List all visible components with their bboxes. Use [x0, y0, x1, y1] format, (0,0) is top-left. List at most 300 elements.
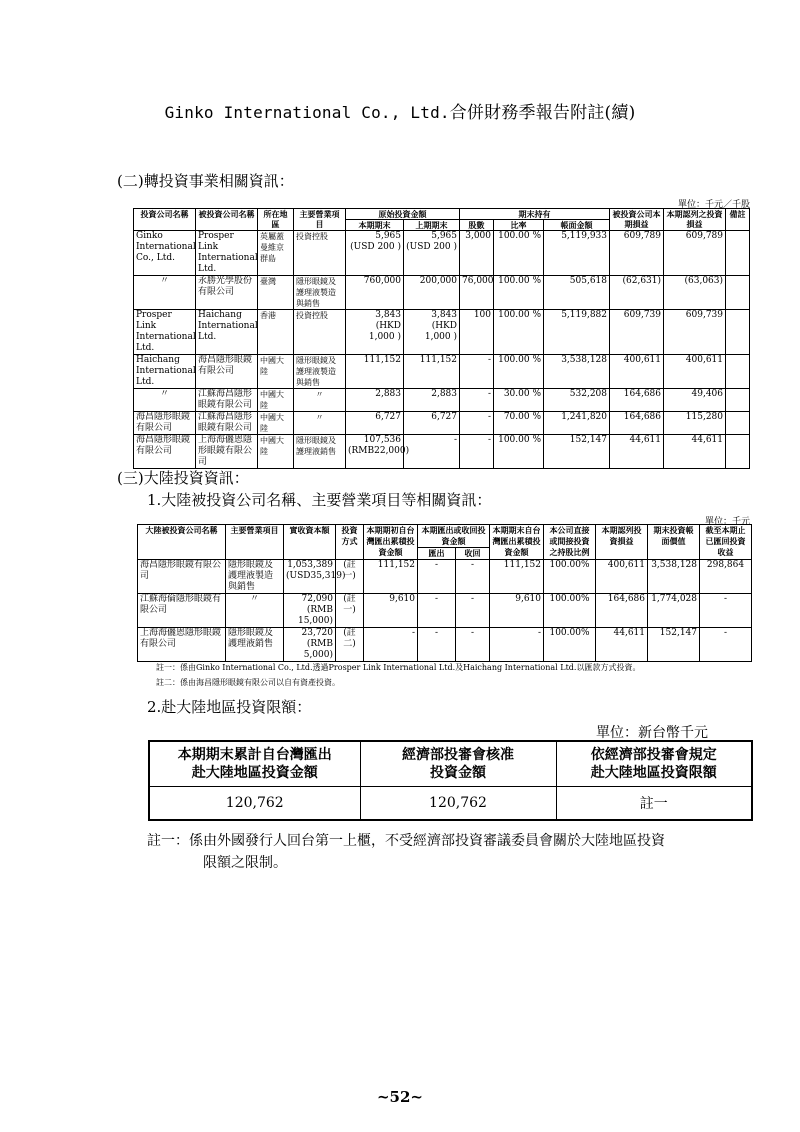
cell-region-text: 英屬蓋曼維京群島 — [260, 232, 284, 263]
cell-investor — [134, 231, 196, 276]
cell-repatriated — [700, 594, 752, 628]
cell-previous-amount — [404, 435, 460, 469]
header-book-value: 期末投資帳面價值 — [648, 525, 700, 560]
cell-recognized-pl-text: 609,789 — [685, 231, 724, 241]
cell-return-text: - — [470, 628, 475, 638]
cell-investee-pl-text: 164,686 — [623, 412, 662, 422]
cell-ratio — [494, 412, 544, 435]
cell-ratio-text: 100.00 % — [498, 355, 541, 365]
cell-book-value-text: 5,119,933 — [561, 231, 608, 241]
cell-company — [138, 560, 226, 594]
cell-method-text: (註一) — [343, 594, 356, 615]
cell-recognized-pl-text: 400,611 — [685, 355, 724, 365]
reinvestment-table — [133, 208, 750, 469]
note-1: 註一：係由Ginko International Co., Ltd.透過Prosper Link International Ltd.及Haichang International Ltd.以匯款方式投資。 — [156, 663, 641, 672]
cell-business — [294, 355, 346, 389]
cell-investor — [134, 276, 196, 310]
reinvestment-table-body — [134, 231, 750, 469]
cell-investee-pl — [610, 310, 664, 355]
cell-current-amount-currency: (HKD 1,000 ) — [368, 321, 401, 342]
cell-business — [294, 231, 346, 276]
header-region: 所在地區 — [258, 209, 294, 231]
cell-book-value-text: 152,147 — [659, 628, 697, 638]
cell-begin-amount-text: - — [411, 628, 415, 638]
cell-business-text: 隱形眼鏡及護理液銷售 — [296, 436, 336, 456]
cell-capital-currency: (RMB 5,000) — [303, 639, 333, 660]
cell-investor-text: 〃 — [159, 276, 169, 286]
header-recognized-pl: 本期認列之投資損益 — [664, 209, 726, 231]
cell-investee-pl-text: 164,686 — [623, 389, 662, 399]
header-book-value: 帳面金額 — [544, 220, 610, 231]
cell-current-amount-text: 2,883 — [375, 389, 401, 399]
cell-holding-ratio — [544, 560, 596, 594]
section-3-heading: (三)大陸投資資訊： — [117, 469, 249, 487]
section-2-heading: (二)轉投資事業相關資訊： — [117, 172, 294, 190]
cell-remark — [726, 231, 750, 276]
cell-end-amount — [490, 560, 544, 594]
header-business: 主要營業項目 — [226, 525, 284, 560]
cell-ratio-text: 30.00 % — [503, 389, 541, 399]
cell-holding-ratio-text: 100.00% — [549, 628, 590, 638]
cell-capital-text: 23,720 — [301, 628, 333, 638]
cell-investee-pl — [610, 276, 664, 310]
cell-previous-amount-text: 2,883 — [431, 389, 457, 399]
cell-region-text: 臺灣 — [260, 277, 276, 286]
cell-investee-pl-text: 400,611 — [623, 355, 662, 365]
cell-ratio — [494, 355, 544, 389]
cell-book-value-text: 5,119,882 — [561, 310, 608, 320]
cell-current-amount — [346, 310, 404, 355]
cell-current-amount — [346, 412, 404, 435]
cell-capital — [284, 594, 336, 628]
cell-current-amount-text: 6,727 — [375, 412, 401, 422]
cell-outflow-text: - — [434, 560, 439, 570]
cell-current-amount-currency: (RMB22,000) — [348, 446, 410, 456]
cell-region-text: 中國大陸 — [260, 436, 284, 456]
cell-shares — [460, 435, 494, 469]
header-investee: 被投資公司名稱 — [196, 209, 258, 231]
cell-book-value — [544, 276, 610, 310]
cell-holding-ratio — [544, 594, 596, 628]
cell-business-text: 〃 — [315, 390, 324, 399]
cell-investee-text: 海昌隱形眼鏡有限公司 — [198, 355, 253, 376]
cell-previous-amount — [404, 231, 460, 276]
table-row — [134, 276, 750, 310]
limit-header-3a: 依經濟部投審會規定 — [590, 747, 717, 763]
cell-investee-pl-text: 609,739 — [623, 310, 662, 320]
footnote — [147, 830, 757, 874]
cell-investor — [134, 389, 196, 412]
cell-book-value-text: 3,538,128 — [651, 560, 697, 570]
table-row — [138, 628, 752, 662]
limit-header-1b: 赴大陸地區投資金額 — [191, 765, 318, 781]
cell-recognized-pl — [596, 628, 648, 662]
cell-business — [294, 412, 346, 435]
cell-method-text: (註一) — [343, 560, 356, 581]
limit-value-3: 註一 — [556, 787, 752, 821]
header-repatriated: 截至本期止已匯回投資收益 — [700, 525, 752, 560]
cell-method-text: (註二) — [343, 628, 356, 649]
page-title — [0, 98, 800, 123]
cell-business — [294, 389, 346, 412]
cell-remark — [726, 355, 750, 389]
mainland-table-body — [138, 560, 752, 662]
cell-shares-text: 100 — [473, 310, 491, 320]
cell-previous-amount-text: 200,000 — [419, 276, 457, 286]
cell-shares-text: - — [487, 389, 491, 399]
cell-previous-amount — [404, 412, 460, 435]
cell-region-text: 香港 — [260, 311, 276, 320]
cell-business — [226, 560, 284, 594]
cell-business-text: 〃 — [315, 413, 324, 422]
cell-investor-text: 海昌隱形眼鏡有限公司 — [136, 435, 191, 456]
cell-recognized-pl-text: 164,686 — [607, 594, 645, 604]
cell-shares — [460, 231, 494, 276]
header-current-period: 本期期末 — [346, 220, 404, 231]
header-previous-period: 上期期末 — [404, 220, 460, 231]
cell-ratio — [494, 435, 544, 469]
header-begin-amount: 本期期初自台灣匯出累積投資金額 — [364, 525, 418, 560]
footnote-line-2: 限額之限制。 — [203, 855, 287, 871]
cell-investor-text: 〃 — [159, 389, 169, 399]
cell-book-value — [544, 310, 610, 355]
cell-ratio-text: 100.00 % — [498, 310, 541, 320]
cell-investee-pl-text: 44,611 — [629, 435, 662, 445]
cell-recognized-pl — [596, 560, 648, 594]
cell-region — [258, 231, 294, 276]
cell-ratio-text: 100.00 % — [498, 435, 541, 445]
limit-value-1: 120,762 — [149, 787, 360, 821]
cell-shares — [460, 310, 494, 355]
section-3-sub1: 1.大陸被投資公司名稱、主要營業項目等相關資訊： — [147, 491, 492, 509]
cell-company — [138, 594, 226, 628]
cell-shares-text: 3,000 — [465, 231, 491, 241]
limit-header-2b: 投資金額 — [430, 765, 486, 781]
cell-current-amount-text: 5,965 — [375, 231, 401, 241]
cell-book-value-text: 505,618 — [569, 276, 608, 286]
cell-capital-text: 72,090 — [301, 594, 333, 604]
cell-capital — [284, 628, 336, 662]
limit-header-2 — [360, 741, 556, 787]
header-original-investment: 原始投資金額 — [346, 209, 460, 220]
cell-region — [258, 412, 294, 435]
cell-current-amount — [346, 389, 404, 412]
section-3-sub2: 2.赴大陸地區投資限額： — [147, 698, 312, 716]
cell-investee-text: 永勝光學股份有限公司 — [198, 276, 253, 297]
cell-investee-text: 江蘇海昌隱形眼鏡有限公司 — [198, 389, 253, 410]
cell-previous-amount — [404, 355, 460, 389]
cell-capital-text: 1,053,389 — [287, 560, 333, 570]
cell-business-text: 〃 — [249, 594, 259, 604]
cell-recognized-pl — [664, 231, 726, 276]
cell-previous-amount-text: 111,152 — [419, 355, 457, 365]
cell-investee-pl — [610, 231, 664, 276]
cell-region — [258, 310, 294, 355]
cell-holding-ratio — [544, 628, 596, 662]
header-shares: 股數 — [460, 220, 494, 231]
header-capital: 實收資本額 — [284, 525, 336, 560]
header-return: 收回 — [456, 548, 490, 560]
cell-return-text: - — [470, 594, 475, 604]
cell-end-amount — [490, 594, 544, 628]
cell-book-value — [648, 560, 700, 594]
note-2: 註二：係由海昌隱形眼鏡有限公司以自有資產投資。 — [156, 678, 340, 687]
cell-investee — [196, 435, 258, 469]
header-company: 大陸被投資公司名稱 — [138, 525, 226, 560]
cell-business-text: 投資控股 — [296, 232, 328, 241]
table-row — [134, 310, 750, 355]
table-row — [134, 435, 750, 469]
cell-investee-text: Haichang International Ltd. — [198, 310, 258, 342]
cell-shares — [460, 389, 494, 412]
table-row — [134, 412, 750, 435]
cell-recognized-pl — [664, 355, 726, 389]
cell-remark — [726, 412, 750, 435]
cell-shares — [460, 276, 494, 310]
cell-begin-amount-text: 9,610 — [389, 594, 415, 604]
cell-business-text: 投資控股 — [296, 311, 328, 320]
cell-holding-ratio-text: 100.00% — [549, 560, 590, 570]
cell-shares-text: - — [487, 435, 491, 445]
cell-investor — [134, 412, 196, 435]
cell-investor — [134, 355, 196, 389]
cell-capital-currency: (USD35,319) — [286, 571, 346, 581]
limit-header-2a: 經濟部投審會核准 — [402, 747, 514, 763]
cell-ratio-text: 70.00 % — [503, 412, 541, 422]
header-period-end-holding: 期末持有 — [460, 209, 610, 220]
cell-business-text: 隱形眼鏡及護理液製造與銷售 — [296, 277, 336, 308]
cell-begin-amount-text: 111,152 — [377, 560, 415, 570]
limit-header-3b: 赴大陸地區投資限額 — [590, 765, 717, 781]
cell-investee — [196, 389, 258, 412]
header-method: 投資方式 — [336, 525, 364, 560]
cell-business-text: 隱形眼鏡及護理液銷售 — [228, 628, 274, 649]
cell-investor-text: Haichang International Ltd. — [136, 355, 196, 387]
cell-shares-text: - — [487, 412, 491, 422]
cell-remark — [726, 276, 750, 310]
cell-ratio-text: 100.00 % — [498, 231, 541, 241]
cell-previous-amount-text: 3,843 — [431, 310, 457, 320]
cell-recognized-pl — [664, 310, 726, 355]
cell-capital — [284, 560, 346, 594]
cell-previous-amount-currency: (HKD 1,000 ) — [424, 321, 457, 342]
limit-value-2: 120,762 — [360, 787, 556, 821]
cell-recognized-pl — [664, 412, 726, 435]
cell-ratio-text: 100.00 % — [498, 276, 541, 286]
section-3-unit: 單位：千元 — [704, 517, 750, 527]
cell-shares-text: 76,000 — [462, 276, 494, 286]
cell-shares — [460, 412, 494, 435]
header-holding-ratio: 本公司直接或間接投資之持股比例 — [544, 525, 596, 560]
header-business: 主要營業項目 — [294, 209, 346, 231]
cell-previous-amount-text: 5,965 — [431, 231, 457, 241]
cell-previous-amount-text: - — [453, 435, 457, 445]
cell-investee-text: 上海海儷恩隱形眼鏡有限公司 — [198, 435, 253, 467]
cell-current-amount — [346, 435, 410, 469]
limit-header-3 — [556, 741, 752, 787]
footnote-line-1: 註一：係由外國發行人回台第一上櫃，不受經濟部投資審議委員會關於大陸地區投資 — [147, 833, 665, 849]
cell-investee — [196, 412, 258, 435]
cell-investee-text: 江蘇海昌隱形眼鏡有限公司 — [198, 412, 253, 433]
cell-previous-amount — [404, 389, 460, 412]
cell-ratio — [494, 310, 544, 355]
page-number: ~52~ — [376, 1088, 423, 1106]
cell-recognized-pl-text: 400,611 — [607, 560, 645, 570]
cell-investee-pl — [610, 412, 664, 435]
cell-investee — [196, 231, 258, 276]
cell-investor-text: Ginko International Co., Ltd. — [136, 231, 196, 263]
cell-company — [138, 628, 226, 662]
cell-investee-pl-text: 609,789 — [623, 231, 662, 241]
cell-company-text: 上海海儷恩隱形眼鏡有限公司 — [140, 628, 222, 649]
cell-repatriated-text: - — [723, 594, 728, 604]
cell-investee-pl-text: (62,631) — [622, 276, 662, 286]
cell-book-value — [544, 355, 610, 389]
cell-current-amount-currency: (USD 200 ) — [350, 242, 401, 252]
cell-current-amount — [346, 355, 404, 389]
header-remark: 備註 — [726, 209, 750, 231]
cell-remark — [726, 389, 750, 412]
cell-outflow-text: - — [434, 628, 439, 638]
cell-company-text: 江蘇海倫隱形眼鏡有限公司 — [140, 594, 222, 615]
cell-book-value — [648, 594, 700, 628]
cell-shares — [460, 355, 494, 389]
cell-holding-ratio-text: 100.00% — [549, 594, 590, 604]
header-ratio: 比率 — [494, 220, 544, 231]
cell-region-text: 中國大陸 — [260, 413, 284, 433]
cell-investee — [196, 310, 258, 355]
limit-header-1 — [149, 741, 360, 787]
cell-end-amount-text: - — [537, 628, 541, 638]
cell-method — [336, 594, 364, 628]
cell-business — [226, 594, 284, 628]
cell-outflow-text: - — [434, 594, 439, 604]
cell-book-value-text: 1,241,820 — [561, 412, 608, 422]
cell-remark — [726, 310, 750, 355]
cell-remark — [726, 435, 750, 469]
title-english: Ginko International Co., Ltd. — [164, 103, 450, 122]
cell-recognized-pl — [664, 389, 726, 412]
cell-end-amount-text: 9,610 — [515, 594, 541, 604]
cell-previous-amount — [404, 310, 460, 355]
cell-investor-text: 海昌隱形眼鏡有限公司 — [136, 412, 191, 433]
cell-recognized-pl-text: (63,063) — [684, 276, 724, 286]
cell-business — [294, 435, 346, 469]
cell-repatriated — [700, 560, 752, 594]
cell-investee — [196, 276, 258, 310]
cell-recognized-pl — [664, 435, 726, 469]
table-row — [134, 389, 750, 412]
cell-recognized-pl-text: 44,611 — [613, 628, 645, 638]
cell-book-value — [544, 435, 610, 469]
cell-investee-pl — [610, 435, 664, 469]
cell-previous-amount-text: 6,727 — [431, 412, 457, 422]
title-chinese: 合併財務季報告附註(續) — [449, 103, 636, 123]
cell-current-amount-text: 111,152 — [363, 355, 401, 365]
cell-book-value — [648, 628, 700, 662]
cell-outflow — [418, 560, 456, 594]
cell-recognized-pl-text: 609,739 — [685, 310, 724, 320]
header-investor: 投資公司名稱 — [134, 209, 196, 231]
cell-outflow — [418, 594, 456, 628]
cell-business-text: 隱形眼鏡及護理液製造與銷售 — [228, 560, 274, 592]
cell-book-value-text: 1,774,028 — [651, 594, 697, 604]
cell-region-text: 中國大陸 — [260, 356, 284, 376]
cell-ratio — [494, 276, 544, 310]
cell-end-amount — [490, 628, 544, 662]
cell-book-value-text: 152,147 — [569, 435, 608, 445]
mainland-investment-table — [137, 524, 752, 662]
cell-investee-text: Prosper Link International Ltd. — [198, 231, 258, 274]
header-recognized-pl: 本期認列投資損益 — [596, 525, 648, 560]
cell-recognized-pl-text: 44,611 — [691, 435, 724, 445]
cell-recognized-pl — [596, 594, 648, 628]
cell-investee-pl — [610, 355, 664, 389]
cell-capital-currency: (RMB 15,000) — [297, 605, 333, 626]
cell-investor-text: Prosper Link International Ltd. — [136, 310, 196, 353]
limit-header-1a: 本期期末累計自台灣匯出 — [177, 747, 332, 763]
cell-outflow — [418, 628, 456, 662]
table-row — [138, 594, 752, 628]
cell-region-text: 中國大陸 — [260, 390, 284, 410]
cell-repatriated — [700, 628, 752, 662]
cell-current-amount-text: 107,536 — [363, 435, 401, 445]
header-outflow: 匯出 — [418, 548, 456, 560]
cell-current-amount — [346, 231, 404, 276]
header-end-amount: 本期期末自台灣匯出累積投資金額 — [490, 525, 544, 560]
cell-region — [258, 389, 294, 412]
cell-business — [226, 628, 284, 662]
cell-book-value-text: 3,538,128 — [561, 355, 608, 365]
table-row — [134, 231, 750, 276]
cell-previous-amount — [404, 276, 460, 310]
cell-shares-text: - — [487, 355, 491, 365]
cell-begin-amount — [364, 594, 418, 628]
cell-region — [258, 276, 294, 310]
cell-repatriated-text: - — [723, 628, 728, 638]
cell-ratio — [494, 231, 544, 276]
header-investee-pl: 被投資公司本期損益 — [610, 209, 664, 231]
cell-ratio — [494, 389, 544, 412]
cell-business-text: 隱形眼鏡及護理液製造與銷售 — [296, 356, 336, 387]
table-row — [138, 560, 752, 594]
cell-recognized-pl-text: 49,406 — [691, 389, 724, 399]
cell-investor — [134, 435, 196, 469]
cell-repatriated-text: 298,864 — [706, 560, 745, 570]
investment-limit-table — [148, 740, 753, 821]
cell-current-amount-text: 760,000 — [363, 276, 401, 286]
cell-investee-pl — [610, 389, 664, 412]
cell-business — [294, 276, 346, 310]
cell-current-amount-text: 3,843 — [375, 310, 401, 320]
cell-region — [258, 435, 294, 469]
cell-return — [456, 594, 490, 628]
cell-book-value-text: 532,208 — [569, 389, 608, 399]
cell-region — [258, 355, 294, 389]
cell-investee — [196, 355, 258, 389]
cell-return — [456, 628, 490, 662]
cell-investor — [134, 310, 196, 355]
cell-book-value — [544, 412, 610, 435]
cell-method — [336, 628, 364, 662]
cell-begin-amount — [364, 628, 418, 662]
cell-recognized-pl-text: 115,280 — [685, 412, 724, 422]
limit-unit: 單位：新台幣千元 — [596, 725, 708, 741]
cell-return — [456, 560, 490, 594]
section-2-unit: 單位：千元／千股 — [677, 200, 750, 210]
cell-book-value — [544, 389, 610, 412]
cell-business — [294, 310, 346, 355]
